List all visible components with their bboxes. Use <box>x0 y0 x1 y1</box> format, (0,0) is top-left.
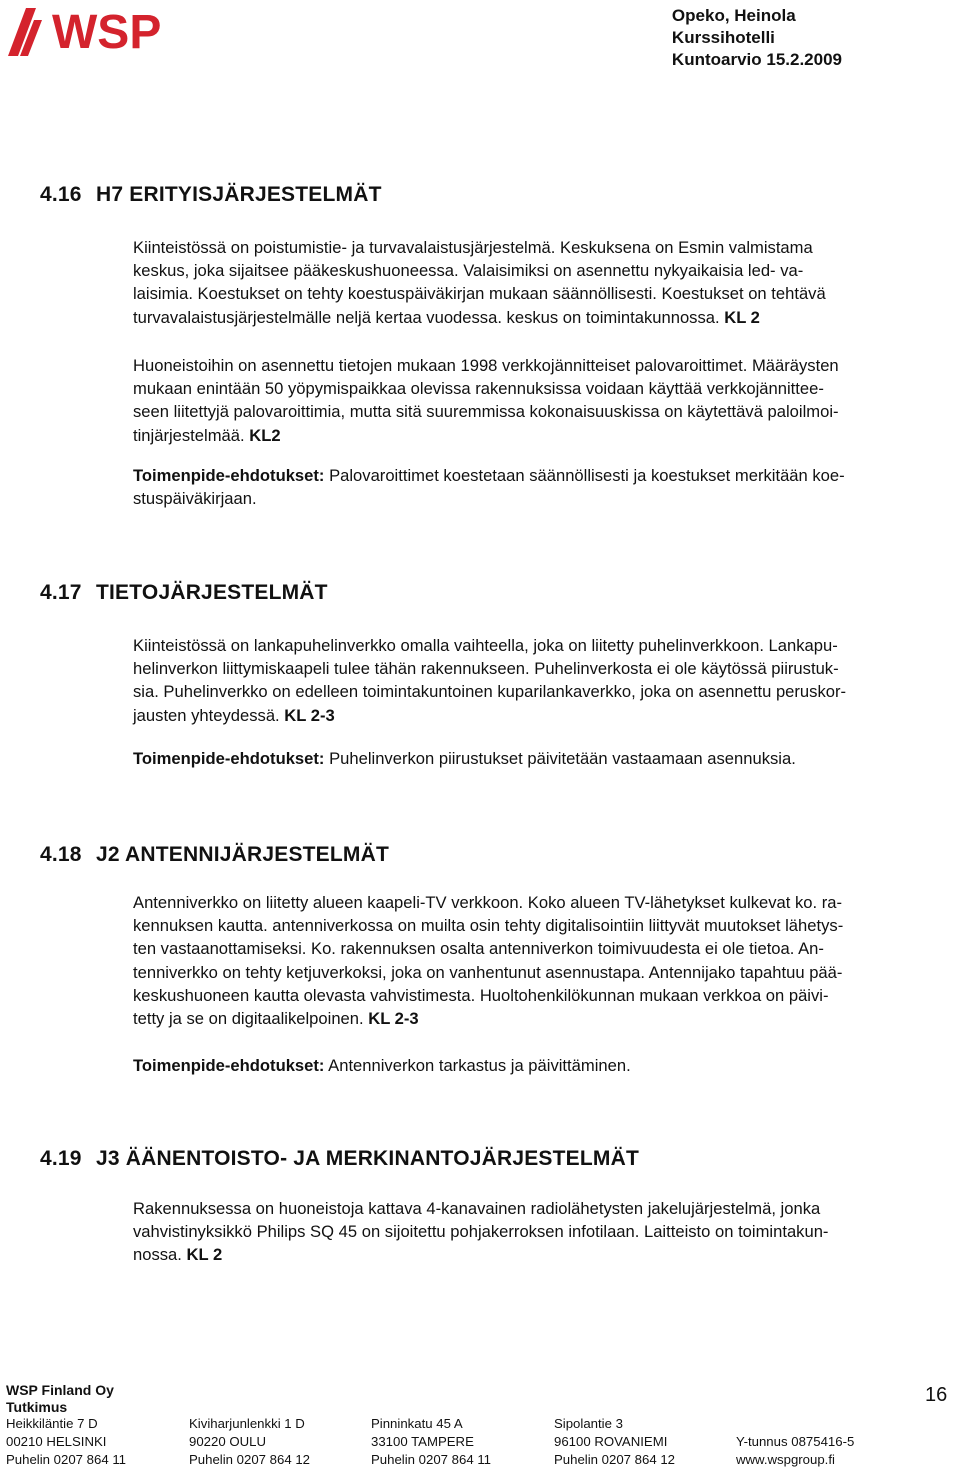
footer-company-block <box>6 1382 114 1416</box>
footer-address-line: Sipolantie 3 <box>554 1416 623 1431</box>
text-line <box>133 1220 955 1243</box>
text-run: turvavalaistusjärjestelmälle neljä kertaa vuodessa. keskus on toimintakunnossa. <box>133 307 725 327</box>
text-line <box>133 914 955 937</box>
bold-text: Toimenpide-ehdotukset: <box>133 749 325 768</box>
page-number: 16 <box>925 1384 948 1406</box>
text-line <box>133 306 955 329</box>
text-line <box>133 937 955 960</box>
paragraph <box>133 747 955 770</box>
text-line <box>133 1197 955 1220</box>
text-run: stuspäiväkirjaan. <box>133 489 257 509</box>
document-header <box>672 5 842 71</box>
text-run: Antenniverkko on liitetty alueen kaapeli-TV verkkoon. Koko alueen TV-lähetykset kulkevat ko. ra- <box>133 893 842 912</box>
text-line <box>133 354 955 377</box>
footer-company: WSP Finland Oy <box>6 1382 114 1398</box>
paragraph <box>133 236 955 329</box>
text-line <box>133 377 955 400</box>
text-line <box>133 236 955 259</box>
text-line <box>133 487 955 510</box>
header-doc: Kuntoarvio 15.2.2009 <box>671 50 842 69</box>
section-number: 4.18 <box>40 843 82 866</box>
paragraph <box>133 354 955 447</box>
text-line <box>133 1007 955 1030</box>
footer-address-line: Pinninkatu 45 A <box>371 1416 463 1431</box>
text-line <box>133 657 955 680</box>
footer-address-line: www.wspgroup.fi <box>736 1452 835 1467</box>
text-run: sia. Puhelinverkko on edelleen toimintakuntoinen kuparilankaverkko, joka on asennettu peruskor- <box>133 682 847 702</box>
section-heading <box>40 842 389 868</box>
bold-text: KL 2 <box>186 1245 223 1265</box>
text-run: keskushuoneen kautta olevasta vahvistimesta. Huoltohenkilökunnan mukaan verkkoa on päivi- <box>133 985 829 1005</box>
footer-address-line: 00210 HELSINKI <box>6 1434 107 1449</box>
text-line <box>133 891 955 914</box>
section-title: TIETOJÄRJESTELMÄT <box>96 581 328 604</box>
paragraph <box>133 891 955 1030</box>
section-heading <box>40 1146 639 1172</box>
text-run: mukaan enintään 50 yöpymispaikkaa olevissa rakennuksissa voidaan käyttää verkkojännittee- <box>133 379 824 399</box>
footer-address-line: 33100 TAMPERE <box>371 1434 474 1449</box>
text-line <box>133 704 955 727</box>
text-run: ten vastaanottamiseksi. Ko. rakennuksen osalta antenniverkon toimivuudesta ei ole tietoa. An- <box>133 939 824 959</box>
section-title: J2 ANTENNIJÄRJESTELMÄT <box>96 843 389 866</box>
text-run: laisimia. Koestukset on tehty koestuspäiväkirjan mukaan säännöllisesti. Koestukset on tehtävä <box>133 284 826 304</box>
footer-address-line: 96100 ROVANIEMI <box>554 1434 668 1449</box>
text-run: tetty ja se on digitaalikelpoinen. <box>133 1009 369 1029</box>
bold-text: KL 2-3 <box>284 705 335 725</box>
text-line <box>133 1054 955 1077</box>
text-run: tinjärjestelmää. <box>133 425 250 445</box>
text-run: Palovaroittimet koestetaan säännöllisesti ja koestukset merkitään koe- <box>324 466 845 485</box>
footer-unit: Tutkimus <box>6 1399 68 1415</box>
text-line <box>133 464 955 487</box>
text-run: Kiinteistössä on poistumistie- ja turvavalaistusjärjestelmä. Keskuksena on Esmin valmistama <box>133 238 813 257</box>
logo-wordmark: WSP <box>52 6 162 58</box>
text-run: Antenniverkon tarkastus ja päivittäminen. <box>324 1056 631 1075</box>
text-line <box>133 1243 955 1266</box>
paragraph <box>133 1197 955 1267</box>
text-line <box>133 424 955 447</box>
paragraph <box>133 634 955 727</box>
text-line <box>133 961 955 984</box>
bold-text: Toimenpide-ehdotukset: <box>133 466 325 485</box>
text-run: jausten yhteydessä. <box>133 705 285 725</box>
header-project: Opeko, Heinola <box>671 6 796 25</box>
footer-address-line: Kiviharjunlenkki 1 D <box>189 1416 305 1431</box>
footer-address-line: Puhelin 0207 864 11 <box>6 1452 127 1467</box>
text-line <box>133 747 955 770</box>
bold-text: KL 2 <box>724 307 760 327</box>
header-subtitle: Kurssihotelli <box>671 28 775 47</box>
paragraph <box>133 1054 955 1077</box>
section-heading <box>40 182 382 208</box>
wsp-logo <box>6 2 206 58</box>
bold-text: KL2 <box>249 425 281 445</box>
text-line <box>133 984 955 1007</box>
section-number: 4.19 <box>40 1147 82 1170</box>
section-number: 4.16 <box>40 183 82 206</box>
footer-address-line: Heikkiläntie 7 D <box>6 1416 98 1431</box>
bold-text: Toimenpide-ehdotukset: <box>133 1056 325 1075</box>
text-line <box>133 259 955 282</box>
text-line <box>133 400 955 423</box>
text-run: Kiinteistössä on lankapuhelinverkko omalla vaihteella, joka on liitetty puhelinverkkoon. Lankapu- <box>133 636 838 655</box>
text-line <box>133 634 955 657</box>
paragraph <box>133 464 955 510</box>
text-line <box>133 680 955 703</box>
footer-address-line: Y-tunnus 0875416-5 <box>736 1434 855 1449</box>
footer-address-line: Puhelin 0207 864 12 <box>189 1452 310 1467</box>
page-footer <box>0 1378 960 1469</box>
bold-text: KL 2-3 <box>368 1009 419 1029</box>
logo-mark-icon <box>8 8 42 56</box>
section-title: J3 ÄÄNENTOISTO- JA MERKINANTOJÄRJESTELMÄT <box>96 1147 639 1170</box>
text-line <box>133 282 955 305</box>
text-run: Rakennuksessa on huoneistoja kattava 4-kanavainen radiolähetysten jakelujärjestelmä, jonka <box>133 1199 821 1218</box>
text-run: vahvistinyksikkö Philips SQ 45 on sijoitettu pohjakerroksen infotilaan. Laitteisto on toimintakun- <box>133 1222 829 1242</box>
section-title: H7 ERITYISJÄRJESTELMÄT <box>96 183 382 206</box>
text-run: Puhelinverkon piirustukset päivitetään vastaamaan asennuksia. <box>324 749 796 768</box>
text-run: Huoneistoihin on asennettu tietojen mukaan 1998 verkkojännitteiset palovaroittimet. Määräysten <box>133 356 839 375</box>
text-run: helinverkon liittymiskaapeli tulee tähän rakennukseen. Puhelinverkosta ei ole käytössä piirustuk- <box>133 659 839 679</box>
footer-address-line: 90220 OULU <box>189 1434 266 1449</box>
text-run: seen liitettyjä palovaroittimia, mutta sitä suuremmissa kokonaisuuskissa on käytettävä paloilmoi- <box>133 402 839 422</box>
text-run: kennuksen kautta. antenniverkossa on muilta osin tehty digitalisointiin liittyvät muutokset lähetys- <box>133 916 844 936</box>
section-heading <box>40 580 328 606</box>
text-run: nossa. <box>133 1245 187 1265</box>
footer-address-line: Puhelin 0207 864 12 <box>554 1452 675 1467</box>
footer-address-line: Puhelin 0207 864 11 <box>371 1452 492 1467</box>
section-number: 4.17 <box>40 581 82 604</box>
text-run: tenniverkko on tehty ketjuverkoksi, joka on vanhentunut asennustapa. Antennijako tapahtuu pää- <box>133 962 843 982</box>
text-run: keskus, joka sijaitsee pääkeskushuoneessa. Valaisimiksi on asennettu nykyaikaisia led- va- <box>133 261 804 281</box>
